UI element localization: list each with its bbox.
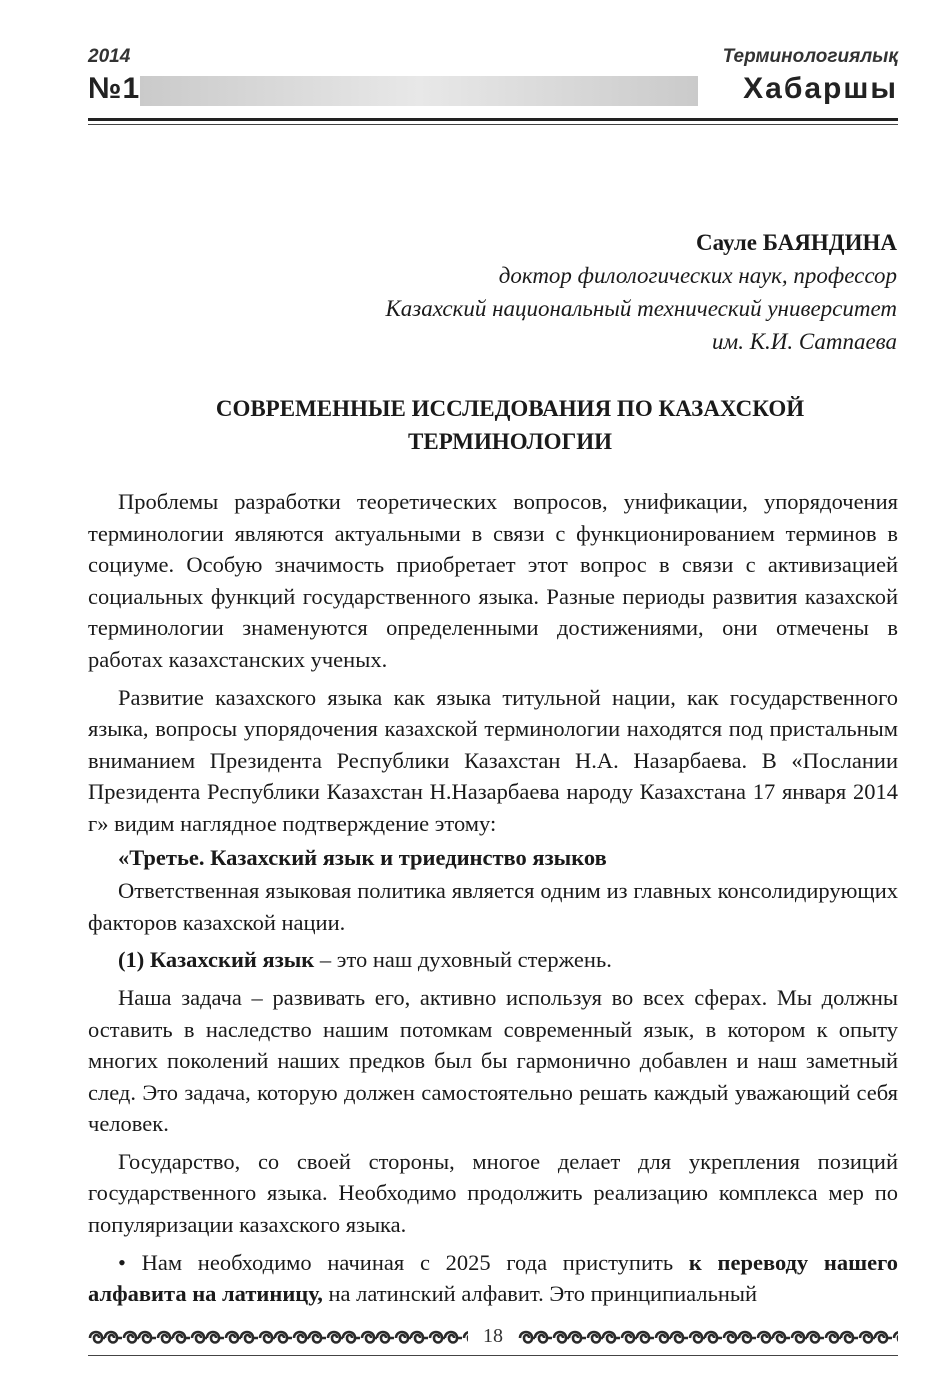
paragraph-5-bold: (1) Казахский язык xyxy=(118,947,315,973)
paragraph-8-start: • Нам необходимо начиная с 2025 года приступить xyxy=(118,1249,689,1275)
paragraph-8-bold: к переводу нашего алфавита на латиницу, xyxy=(88,1249,899,1307)
author-block xyxy=(197,226,897,358)
footer-ornament-right xyxy=(518,1327,898,1349)
header-rule-thin xyxy=(88,124,898,125)
header-issue-number: №1 xyxy=(88,72,141,105)
article-title-line-2: ТЕРМИНОЛОГИИ xyxy=(408,429,612,454)
paragraph-1: Проблемы разработки теоретических вопросов, унификации, упорядочения терминологии являются актуальными в связи с функционированием терминов в социуме. Особую значимость приобретает этот вопрос в связи с активизацией социальных функций государственного языка. Разные периоды развития казахской терминологии знаменуются определенными достижениями, они отмечены в работах казахстанских ученых. xyxy=(88,489,898,672)
author-affiliation: Казахский национальный технический университет xyxy=(385,296,897,321)
header-shade-band xyxy=(140,76,698,106)
paragraph-3-heading: «Третье. Казахский язык и триединство языков xyxy=(118,844,607,870)
header-journal-title: Хабаршы xyxy=(743,72,898,105)
paragraph-5-rest: – это наш духовный стержень. xyxy=(314,947,612,973)
footer-rule xyxy=(88,1355,898,1356)
page-header xyxy=(88,46,898,130)
paragraph-6: Наша задача – развивать его, активно используя во всех сферах. Мы должны оставить в наследство нашим потомкам современный язык, в котором к опыту многих поколений наших предков был бы гармонично добавлен и наш заметный след. Это задача, которую должен самостоятельно решать каждый уважающий себя человек. xyxy=(88,984,898,1137)
article-title-line-1: СОВРЕМЕННЫЕ ИССЛЕДОВАНИЯ ПО КАЗАХСКОЙ xyxy=(215,396,805,421)
author-degree: доктор филологических наук, профессор xyxy=(498,263,897,288)
author-name: Сауле БАЯНДИНА xyxy=(696,230,897,255)
page-number: 18 xyxy=(483,1325,503,1347)
header-year: 2014 xyxy=(88,46,131,67)
footer-ornament-left xyxy=(88,1327,468,1349)
paragraph-7: Государство, со своей стороны, многое делает для укрепления позиций государственного языка. Необходимо продолжить реализацию комплекса мер по популяризации казахского языка. xyxy=(88,1148,898,1238)
article-body xyxy=(88,486,898,1316)
article-title xyxy=(88,392,932,458)
paragraph-8-end: на латинский алфавит. Это принципиальный xyxy=(322,1281,758,1307)
header-journal-name: Терминологиялық xyxy=(722,46,898,67)
author-affiliation-name: им. К.И. Сатпаева xyxy=(712,329,897,354)
header-rule-thick xyxy=(88,118,898,121)
paragraph-2: Развитие казахского языка как языка титульной нации, как государственного языка, вопросы упорядочения казахской терминологии находятся под пристальным вниманием Президента Республики Казахстан Н.А. Назарбаева. В «Послании Президента Республики Казахстан Н.Назарбаева народу Казахстана 17 января 2014 г» видим наглядное подтверждение этому: xyxy=(88,684,898,836)
paragraph-4: Ответственная языковая политика является одним из главных консолидирующих факторов казахской нации. xyxy=(88,878,898,935)
page-footer xyxy=(88,1325,898,1361)
paragraph-8 xyxy=(88,1247,898,1310)
paragraph-5 xyxy=(88,944,898,976)
